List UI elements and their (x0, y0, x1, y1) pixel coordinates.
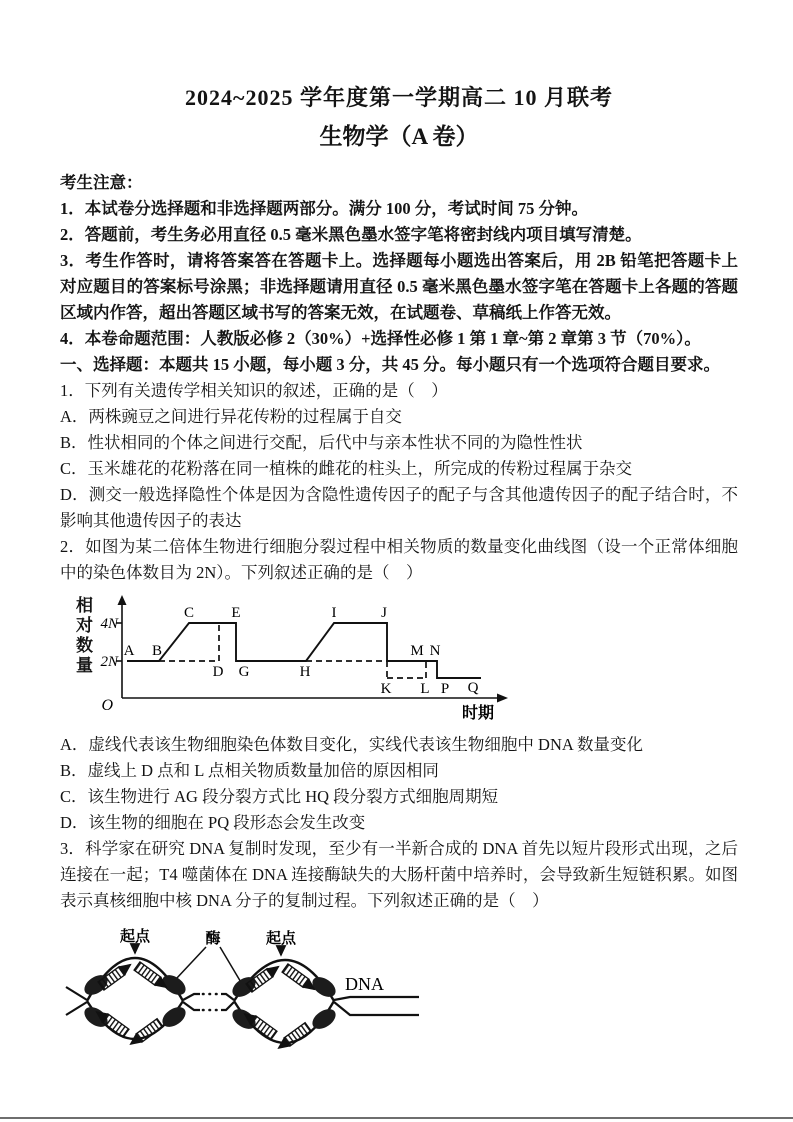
page-subtitle: 生物学（A 卷） (319, 124, 479, 149)
point-label-l: L (420, 681, 430, 697)
point-label-g: G (238, 664, 250, 680)
origin-label: O (101, 697, 113, 714)
page-title: 2024~2025 学年度第一学期高二 10 月联考 (185, 85, 613, 110)
point-label-b: B (151, 643, 163, 659)
q2-option-a: A．虚线代表该生物细胞染色体数目变化，实线代表该生物细胞中 DNA 数量变化 (60, 735, 644, 754)
y-axis-title: 相对数量 (73, 596, 92, 676)
enzyme-pointer-line-right (220, 947, 242, 984)
point-label-k: K (380, 681, 392, 697)
point-label-m: M (410, 643, 424, 659)
enzyme-label: 酶 (205, 930, 221, 947)
point-label-e: E (231, 605, 241, 621)
notice-item-3: 3．考生作答时，请将答案答在答题卡上。选择题每小题选出答案后，用 2B 铅笔把答题卡上对应题目的答案标号涂黑；非选择题请用直径 0.5 毫米黑色墨水签字笔在答题卡上各题的答题区域内作答，超出答题区域书写的答案无效，在试题卷、草稿纸上作答无效。 (60, 251, 738, 322)
point-label-i: I (331, 605, 337, 621)
page-bottom-rule (0, 1117, 793, 1119)
exam-page (60, 84, 738, 1066)
notice-heading: 考生注意： (60, 173, 143, 192)
dashed-series-line (159, 623, 426, 678)
y-axis-arrow-icon (118, 595, 127, 605)
dna-replication-figure (63, 926, 428, 1061)
q1-option-d: D．测交一般选择隐性个体是因为含隐性遗传因子的配子与含其他遗传因子的配子结合时，不影响其他遗传因子的表达 (60, 485, 738, 530)
x-axis-arrow-icon (497, 694, 508, 703)
section-heading: 一、选择题：本题共 15 小题，每小题 3 分，共 45 分。每小题只有一个选项符合题目要求。 (60, 355, 720, 374)
point-label-h: H (299, 664, 311, 680)
q1-stem: 1．下列有关遗传学相关知识的叙述，正确的是（ ） (60, 381, 448, 400)
q2-option-c: C．该生物进行 AG 段分裂方式比 HQ 段分裂方式细胞周期短 (60, 787, 499, 806)
q1-option-a: A．两株豌豆之间进行异花传粉的过程属于自交 (60, 407, 402, 426)
q2-option-d: D．该生物的细胞在 PQ 段形态会发生改变 (60, 813, 366, 832)
point-label-n: N (429, 643, 441, 659)
origin-left-label: 起点 (119, 928, 151, 945)
q3-stem: 3．科学家在研究 DNA 复制时发现，至少有一半新合成的 DNA 首先以短片段形式出现，之后连接在一起；T4 噬菌体在 DNA 连接酶缺失的大肠杆菌中培养时，会导致新生短链积累。如图表示真核细胞中核 DNA 分子的复制过程。下列叙述正确的是（ ） (60, 839, 738, 910)
q2-option-b: B．虚线上 D 点和 L 点相关物质数量加倍的原因相同 (60, 761, 439, 780)
point-label-d: D (212, 664, 224, 680)
relative-quantity-chart (66, 594, 526, 726)
x-axis-title: 时期 (461, 705, 495, 722)
point-label-c: C (183, 605, 195, 621)
q2-stem: 2．如图为某二倍体生物进行细胞分裂过程中相关物质的数量变化曲线图（设一个正常体细胞中的染色体数目为 2N）。下列叙述正确的是（ ） (60, 537, 738, 582)
point-label-p: P (440, 681, 450, 697)
cell-division-chart-figure (66, 594, 526, 726)
tick-label-2n: 2N (100, 654, 118, 670)
notice-item-1: 1．本试卷分选择题和非选择题两部分。满分 100 分，考试时间 75 分钟。 (60, 199, 588, 218)
point-label-j: J (381, 605, 387, 621)
q1-option-b: B．性状相同的个体之间进行交配，后代中与亲本性状不同的为隐性性状 (60, 433, 583, 452)
q1-option-c: C．玉米雄花的花粉落在同一植株的雌花的柱头上，所完成的传粉过程属于杂交 (60, 459, 633, 478)
point-label-a: A (123, 643, 135, 659)
tick-label-4n: 4N (100, 616, 118, 632)
point-label-q: Q (467, 680, 479, 696)
dna-label: DNA (345, 974, 384, 994)
notice-item-4: 4．本卷命题范围：人教版必修 2（30%）+选择性必修 1 第 1 章~第 2 章第 3 节（70%）。 (60, 329, 701, 348)
origin-right-label: 起点 (265, 930, 297, 947)
enzyme-pointer-line-left (176, 947, 206, 979)
strand-continuation-dots (203, 994, 220, 1010)
notice-item-2: 2．答题前，考生务必用直径 0.5 毫米黑色墨水签字笔将密封线内项目填写清楚。 (60, 225, 642, 244)
